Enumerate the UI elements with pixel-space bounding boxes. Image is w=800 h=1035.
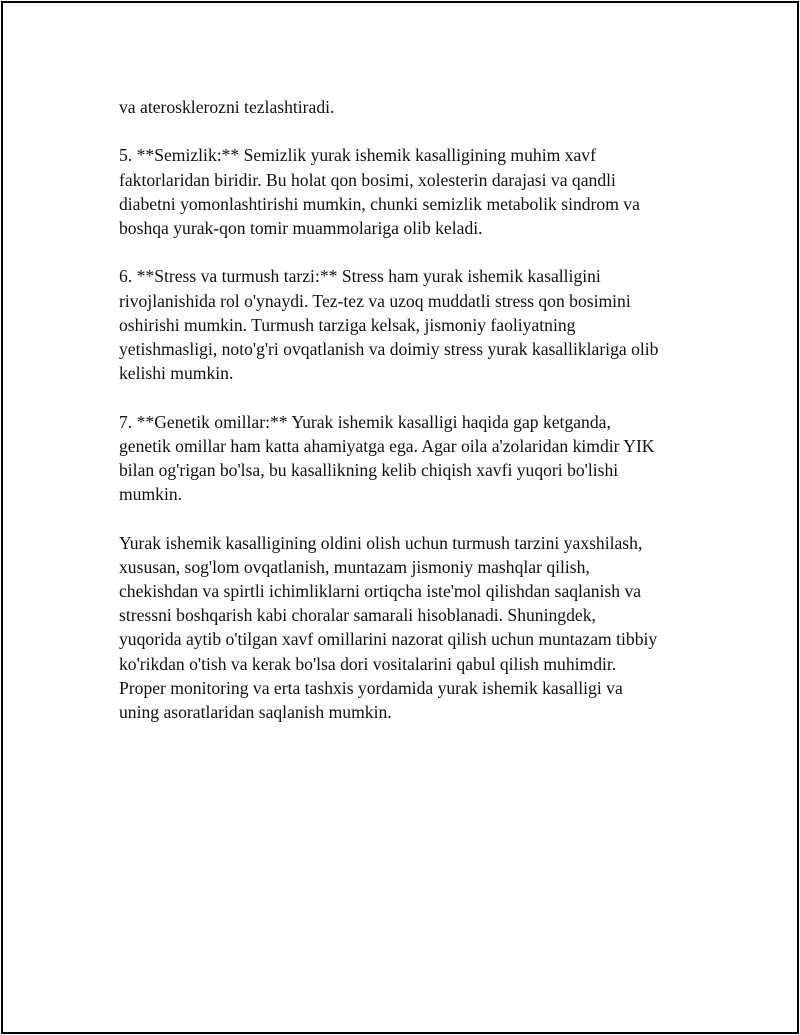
paragraph-genetic-factors: 7. **Genetik omillar:** Yurak ishemik kasalligi haqida gap ketganda, genetik omillar ham katta ahamiyatga ega. Agar oila a'zolaridan kimdir YIK bilan og'rigan bo'lsa, bu kasallikning kelib chiqish xavfi yuqori bo'lishi mumkin. bbox=[119, 411, 655, 505]
paragraph-obesity: 5. **Semizlik:** Semizlik yurak ishemik kasalligining muhim xavf faktorlaridan biridir. Bu holat qon bosimi, xolesterin darajasi va qandli diabetni yomonlashtirishi mumkin, chunki semizlik metabolik sindrom va boshqa yurak-qon tomir muammolariga olib keladi. bbox=[119, 145, 640, 238]
paragraph-continuation: va aterosklerozni tezlashtiradi. bbox=[119, 97, 335, 117]
document-page bbox=[1, 1, 799, 1034]
paragraph-prevention: Yurak ishemik kasalligining oldini olish uchun turmush tarzini yaxshilash, xususan, sog'lom ovqatlanish, muntazam jismoniy mashqlar qilish, chekishdan va spirtli ichimliklarni ortiqcha iste'mol qilishdan saqlanish va stressni boshqarish kabi choralar samarali hisoblanadi. Shuningdek, yuqorida aytib o'tilgan xavf omillarini nazorat qilish uchun muntazam tibbiy ko'rikdan o'tish va kerak bo'lsa dori vositalarini qabul qilish muhimdir. Proper monitoring va erta tashxis yordamida yurak ishemik kasalligi va uning asoratlaridan saqlanish mumkin. bbox=[119, 532, 658, 723]
paragraph-stress-lifestyle: 6. **Stress va turmush tarzi:** Stress ham yurak ishemik kasalligini rivojlanishida rol o'ynaydi. Tez-tez va uzoq muddatli stress qon bosimini oshirishi mumkin. Turmush tarziga kelsak, jismoniy faoliyatning yetishmasligi, noto'g'ri ovqatlanish va doimiy stress yurak kasalliklariga olib kelishi mumkin. bbox=[119, 266, 659, 384]
document-body bbox=[119, 95, 699, 748]
